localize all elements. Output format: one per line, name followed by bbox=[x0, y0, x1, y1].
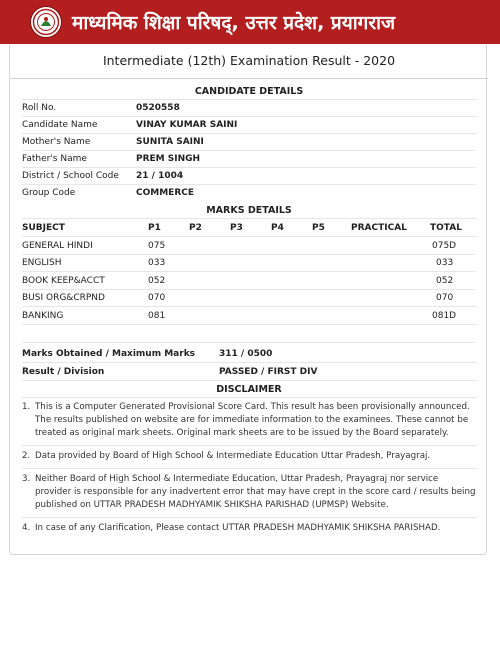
marks-details-heading: MARKS DETAILS bbox=[206, 205, 292, 216]
subject-name: BUSI ORG&CRPND bbox=[22, 293, 105, 303]
marks-obtained-label: Marks Obtained / Maximum Marks bbox=[22, 349, 196, 359]
district-school-code-value: 21 / 1004 bbox=[136, 171, 184, 181]
row-divider bbox=[22, 397, 476, 398]
subject-p1-marks: 070 bbox=[148, 293, 166, 303]
row-divider bbox=[22, 218, 476, 219]
mother-name-value: SUNITA SAINI bbox=[136, 137, 204, 147]
row-divider bbox=[22, 380, 476, 381]
disclaimer-item-text: Neither Board of High School & Intermediate Education, Uttar Pradesh, Prayagraj nor service provider is responsible for any inadvertent error that may have crept in the score card / results being published on UTTAR PRADESH MADHYAMIK SHIKSHA PARISHAD (UPMSP) Website. bbox=[35, 474, 476, 510]
row-divider bbox=[22, 306, 476, 307]
col-header-p5: P5 bbox=[312, 223, 325, 233]
subject-p1-marks: 033 bbox=[148, 258, 166, 268]
subject-name: ENGLISH bbox=[22, 258, 62, 268]
father-name-value: PREM SINGH bbox=[136, 154, 201, 164]
subject-total-marks: 070 bbox=[436, 293, 454, 303]
row-divider bbox=[22, 99, 476, 100]
col-header-subject: SUBJECT bbox=[22, 223, 65, 233]
row-divider bbox=[22, 236, 476, 237]
subject-total-marks: 075D bbox=[432, 241, 457, 251]
group-code-value: COMMERCE bbox=[136, 188, 194, 198]
row-divider bbox=[22, 271, 476, 272]
result-card bbox=[9, 45, 487, 555]
disclaimer-item-text: Data provided by Board of High School & Intermediate Education Uttar Pradesh, Prayagraj. bbox=[35, 451, 431, 461]
candidate-name-value: VINAY KUMAR SAINI bbox=[136, 120, 238, 130]
row-divider bbox=[22, 150, 476, 151]
row-divider bbox=[22, 362, 476, 363]
roll-no-value: 0520558 bbox=[136, 103, 180, 113]
disclaimer-item bbox=[22, 522, 476, 535]
subject-total-marks: 033 bbox=[436, 258, 454, 268]
disclaimer-heading: DISCLAIMER bbox=[216, 384, 282, 395]
disclaimer-item bbox=[22, 473, 476, 518]
page-header bbox=[0, 0, 500, 44]
col-header-p3: P3 bbox=[230, 223, 243, 233]
result-division-value: PASSED / FIRST DIV bbox=[219, 367, 318, 377]
col-header-p2: P2 bbox=[189, 223, 202, 233]
subject-total-marks: 081D bbox=[432, 311, 457, 321]
row-divider bbox=[22, 184, 476, 185]
row-divider bbox=[22, 254, 476, 255]
col-header-p4: P4 bbox=[271, 223, 284, 233]
mother-name-label: Mother's Name bbox=[22, 137, 91, 147]
group-code-label: Group Code bbox=[22, 188, 76, 198]
disclaimer-list bbox=[22, 401, 476, 535]
disclaimer-item-number: 3. bbox=[22, 474, 31, 484]
subject-total-marks: 052 bbox=[436, 276, 454, 286]
subject-p1-marks: 075 bbox=[148, 241, 166, 251]
disclaimer-item bbox=[22, 450, 476, 469]
up-emblem-logo bbox=[30, 6, 62, 38]
row-divider bbox=[22, 289, 476, 290]
row-divider bbox=[22, 468, 476, 469]
candidate-name-label: Candidate Name bbox=[22, 120, 98, 130]
row-divider bbox=[22, 324, 476, 325]
row-divider bbox=[22, 133, 476, 134]
disclaimer-item-text: In case of any Clarification, Please contact UTTAR PRADESH MADHYAMIK SHIKSHA PARISHAD. bbox=[35, 523, 441, 533]
disclaimer-item bbox=[22, 401, 476, 446]
disclaimer-item-text: This is a Computer Generated Provisional Score Card. This result has been provisionally announced. The results published on website are for immediate information to the examinees. These cannot be treated as original mark sheets. Original mark sheets are to be issued by the Board separately. bbox=[35, 402, 470, 438]
subject-name: BOOK KEEP&ACCT bbox=[22, 276, 105, 286]
district-school-code-label: District / School Code bbox=[22, 171, 119, 181]
disclaimer-item-number: 2. bbox=[22, 451, 31, 461]
subject-p1-marks: 052 bbox=[148, 276, 166, 286]
subject-p1-marks: 081 bbox=[148, 311, 166, 321]
col-header-total: TOTAL bbox=[430, 223, 462, 233]
father-name-label: Father's Name bbox=[22, 154, 87, 164]
board-title: माध्यमिक शिक्षा परिषद्, उत्तर प्रदेश, प्रयागराज bbox=[72, 12, 396, 34]
result-division-label: Result / Division bbox=[22, 367, 105, 377]
col-header-practical: PRACTICAL bbox=[351, 223, 407, 233]
row-divider bbox=[22, 167, 476, 168]
roll-no-label: Roll No. bbox=[22, 103, 57, 113]
row-divider bbox=[22, 342, 476, 343]
row-divider bbox=[22, 116, 476, 117]
disclaimer-item-number: 1. bbox=[22, 402, 31, 412]
exam-title: Intermediate (12th) Examination Result - 2020 bbox=[102, 53, 396, 68]
title-divider bbox=[10, 78, 488, 79]
disclaimer-item-number: 4. bbox=[22, 523, 31, 533]
subject-name: BANKING bbox=[22, 311, 64, 321]
col-header-p1: P1 bbox=[148, 223, 161, 233]
candidate-details-heading: CANDIDATE DETAILS bbox=[194, 86, 304, 97]
row-divider bbox=[22, 445, 476, 446]
marks-obtained-value: 311 / 0500 bbox=[219, 349, 273, 359]
subject-name: GENERAL HINDI bbox=[22, 241, 93, 251]
row-divider bbox=[22, 517, 476, 518]
